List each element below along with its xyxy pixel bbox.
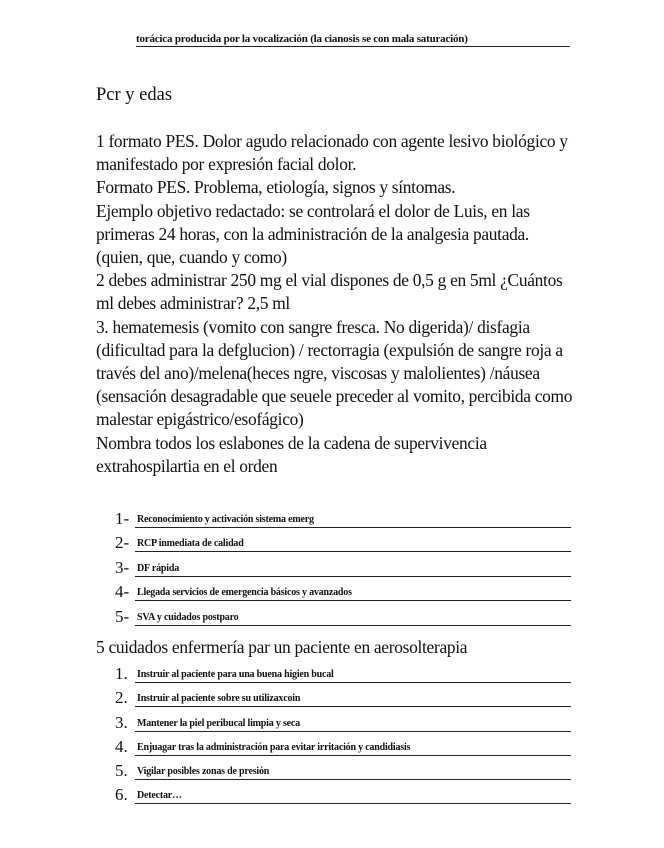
list-item-text: Llegada servicios de emergencia básicos y avanzados xyxy=(135,587,571,601)
page-heading: Pcr y edas xyxy=(96,85,173,105)
list-number: 3- xyxy=(115,557,130,577)
list-number: 1. xyxy=(115,664,128,684)
list-item xyxy=(115,707,571,731)
list-number: 2- xyxy=(115,533,130,552)
list-item xyxy=(115,601,571,626)
answer-1-paragraph: 1 formato PES. Dolor agudo relacionado con agente lesivo biológico y manifestado por expresión facial dolor. xyxy=(96,131,568,175)
list-number: 2. xyxy=(115,688,128,708)
answers-block xyxy=(96,130,576,478)
survival-chain-list xyxy=(115,503,571,626)
list-item xyxy=(115,659,571,683)
list-number: 4. xyxy=(115,736,128,756)
list-number: 3. xyxy=(115,712,128,732)
list-item-text: Enjuagar tras la administración para evitar irritación y candidiasis xyxy=(135,742,571,756)
list-item xyxy=(115,683,571,707)
list-item xyxy=(115,732,571,756)
objective-example-paragraph: Ejemplo objetivo redactado: se controlará el dolor de Luis, en las primeras 24 horas, con la administración de la analgesia pautada. (quien, que, cuando y como) xyxy=(96,200,530,268)
answer-3-paragraph: 3. hematemesis (vomito con sangre fresca. No digerida)/ disfagia (dificultad para la defglucion) / rectorragia (expulsión de sangre roja a través del ano)/melena(heces ngre, viscosas y malolientes) /náusea (sensación desagradable que seuele preceder al vomito, percibida como malestar epigástrico/esofágico) xyxy=(96,316,573,430)
list-item-text: Instruir al paciente sobre su utilizaxcoin xyxy=(135,693,571,707)
top-line-text: torácica producida por la vocalización (la cianosis se con mala saturación) xyxy=(136,33,570,47)
list-number: 5. xyxy=(115,760,128,780)
list-number: 1- xyxy=(115,508,130,528)
list-item-text: Instruir al paciente para una buena higien bucal xyxy=(135,669,571,683)
list-item xyxy=(115,528,571,553)
list-item xyxy=(115,577,571,602)
pes-format-paragraph: Formato PES. Problema, etiología, signos y síntomas. xyxy=(96,177,456,198)
list-item xyxy=(115,780,571,804)
list-item-text: RCP inmediata de calidad xyxy=(135,538,571,552)
answer-2-paragraph: 2 debes administrar 250 mg el vial dispones de 0,5 g en 5ml ¿Cuántos ml debes administrar? 2,5 ml xyxy=(96,270,563,314)
aerosol-care-title: 5 cuidados enfermería par un paciente en aerosolterapia xyxy=(96,637,468,657)
aerosol-care-list xyxy=(115,659,571,804)
list-number: 4- xyxy=(115,582,130,601)
list-number: 5- xyxy=(115,606,130,626)
list-item-text: Mantener la piel peribucal limpia y seca xyxy=(135,718,571,732)
list-item xyxy=(115,503,571,528)
list-item-text: Detectar… xyxy=(135,790,571,804)
list-item-text: Vigilar posibles zonas de presión xyxy=(135,766,571,780)
list-item-text: SVA y cuidados postparo xyxy=(135,612,571,626)
list-item-text: DF rápida xyxy=(135,563,571,577)
list-item-text: Reconocimiento y activación sistema emerg xyxy=(135,514,571,528)
chain-question-paragraph: Nombra todos los eslabones de la cadena de supervivencia extrahospilartia en el orden xyxy=(96,432,487,476)
list-item xyxy=(115,552,571,577)
list-number: 6. xyxy=(115,785,128,805)
list-item xyxy=(115,756,571,780)
